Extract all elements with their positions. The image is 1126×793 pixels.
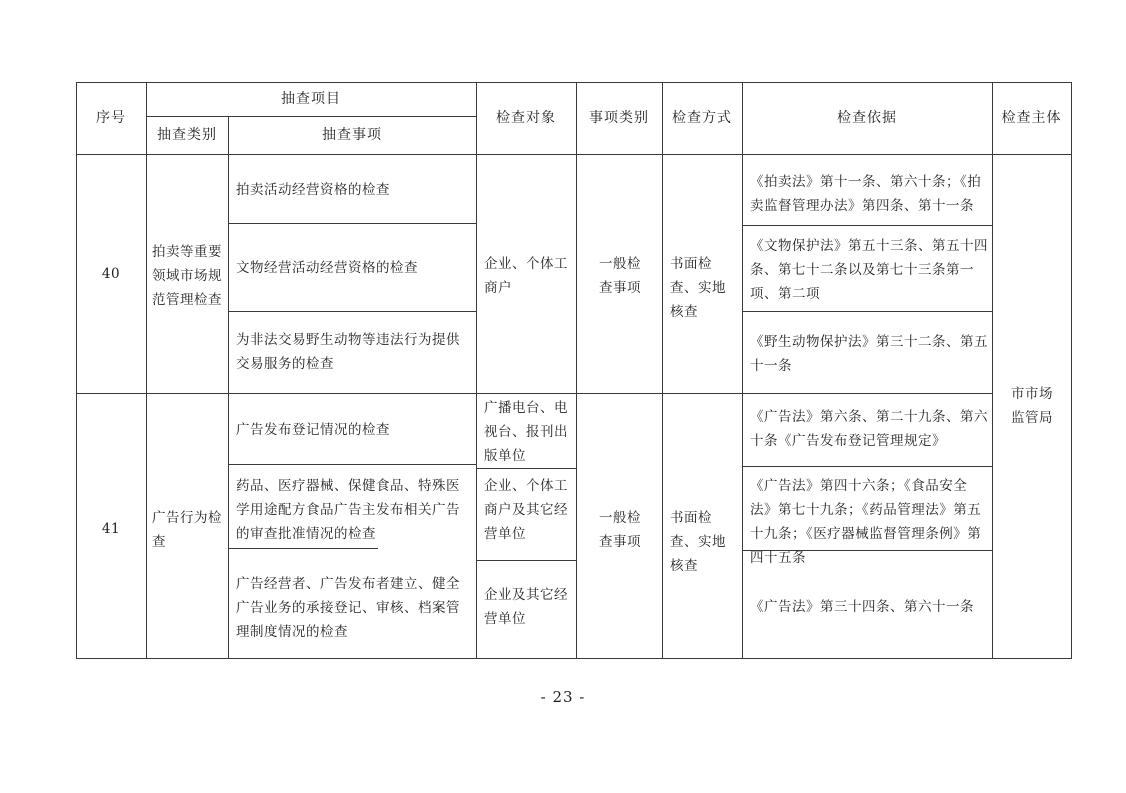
item-divider — [228, 311, 476, 312]
table-left-border — [76, 82, 77, 659]
row-type: 一般检查事项 — [599, 256, 641, 296]
header-seq: 序号 — [96, 110, 126, 126]
row-target: 企业、个体工商户 — [484, 256, 568, 296]
row-basis: 《广告法》第四十六条；《食品安全法》第七十九条；《药品管理法》第五十九条；《医疗器械监督管理条例》第四十五条 — [750, 478, 982, 566]
row-item: 药品、医疗器械、保健食品、特殊医学用途配方食品广告主发布相关广告的审查批准情况的检查 — [236, 478, 460, 542]
row-basis: 《广告法》第三十四条、第六十一条 — [750, 599, 974, 615]
basis-divider — [742, 311, 992, 312]
column-divider — [146, 82, 147, 659]
target-divider — [476, 560, 576, 561]
row-target: 企业及其它经营单位 — [484, 587, 568, 627]
page-number: - 23 - — [540, 688, 586, 706]
header-basis: 检查依据 — [837, 110, 897, 126]
row-item: 文物经营活动经营资格的检查 — [236, 260, 418, 276]
row-type: 一般检查事项 — [599, 510, 641, 550]
table-top-border — [76, 82, 1072, 83]
row-method: 书面检查、实地核查 — [670, 510, 726, 574]
column-divider — [992, 82, 993, 659]
row-seq: 41 — [101, 521, 121, 537]
table-bottom-border — [76, 658, 1072, 659]
inspection-subject: 市市场监管局 — [1011, 386, 1053, 426]
table-right-border — [1071, 82, 1072, 659]
item-divider — [228, 548, 378, 549]
row-divider — [76, 393, 992, 394]
row-basis: 《野生动物保护法》第三十二条、第五十一条 — [750, 334, 988, 374]
header-project: 抽查项目 — [281, 91, 341, 107]
header-type: 事项类别 — [589, 110, 649, 126]
header-method: 检查方式 — [672, 110, 732, 126]
column-divider — [662, 82, 663, 659]
row-item: 广告经营者、广告发布者建立、健全广告业务的承接登记、审核、档案管理制度情况的检查 — [236, 576, 460, 640]
row-seq: 40 — [101, 266, 121, 282]
row-target: 企业、个体工商户及其它经营单位 — [484, 478, 568, 542]
row-category: 拍卖等重要领域市场规范管理检查 — [152, 244, 222, 308]
header-subject: 检查主体 — [1001, 110, 1062, 126]
row-basis: 《拍卖法》第十一条、第六十条；《拍卖监督管理办法》第四条、第十一条 — [750, 174, 982, 214]
row-basis: 《广告法》第六条、第二十九条、第六十条《广告发布登记管理规定》 — [750, 409, 988, 449]
column-divider — [576, 82, 577, 659]
header-target: 检查对象 — [496, 110, 556, 126]
header-item: 抽查事项 — [322, 127, 382, 143]
item-divider — [228, 464, 476, 465]
row-target: 广播电台、电视台、报刊出版单位 — [484, 400, 568, 464]
header-project-divider — [146, 116, 476, 117]
column-divider — [476, 82, 477, 659]
row-method: 书面检查、实地核查 — [670, 256, 726, 320]
row-item: 广告发布登记情况的检查 — [236, 422, 390, 438]
basis-divider — [742, 466, 992, 467]
header-bottom-border — [76, 154, 1072, 155]
row-item: 拍卖活动经营资格的检查 — [236, 182, 390, 198]
column-divider — [228, 116, 229, 659]
row-category: 广告行为检查 — [152, 510, 222, 550]
target-divider — [476, 468, 576, 469]
basis-divider — [742, 225, 992, 226]
row-item: 为非法交易野生动物等违法行为提供交易服务的检查 — [236, 332, 460, 372]
header-category: 抽查类别 — [157, 127, 217, 143]
item-divider — [228, 223, 476, 224]
column-divider — [742, 82, 743, 659]
row-basis: 《文物保护法》第五十三条、第五十四条、第七十二条以及第七十三条第一项、第二项 — [750, 238, 988, 302]
